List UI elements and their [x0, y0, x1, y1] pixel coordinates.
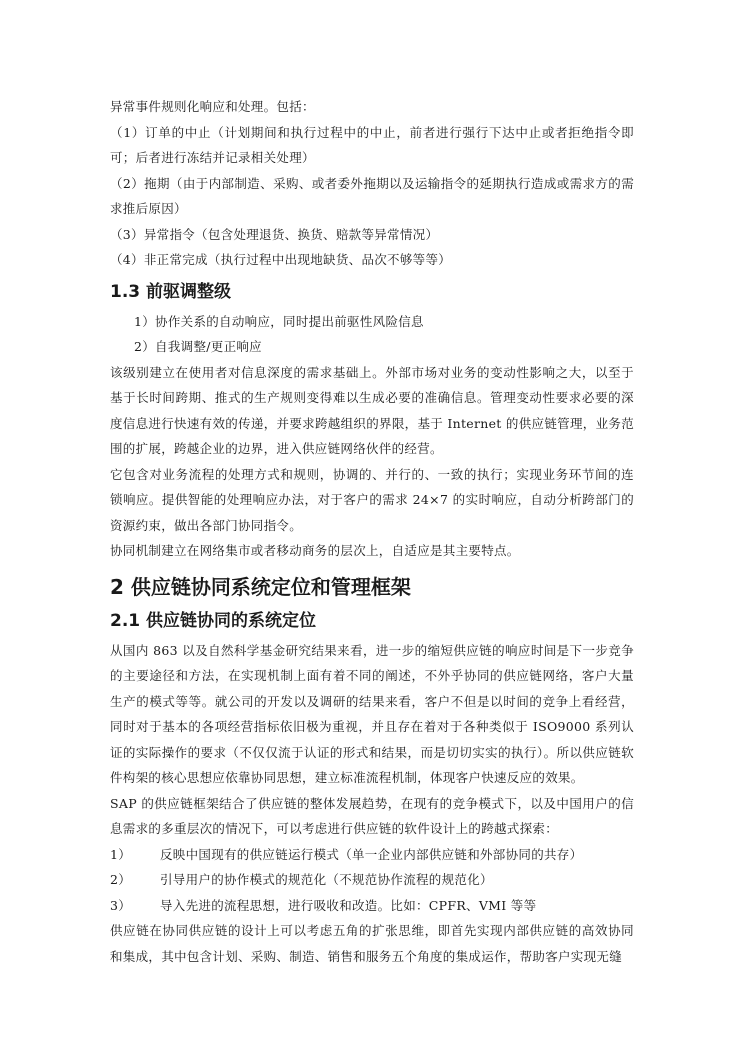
item-number: 2） [110, 872, 132, 887]
item-text: 导入先进的流程思想，进行吸收和改造。比如：CPFR、VMI 等等 [160, 897, 537, 913]
numbered-item [110, 893, 634, 919]
item-number: 3） [110, 897, 132, 913]
numbered-item [110, 867, 634, 893]
exception-item: （2）拖期（由于内部制造、采购、或者委外拖期以及运输指令的延期执行造成或需求方的需求推后原因） [110, 175, 634, 216]
chapter-heading-2: 2 供应链协同系统定位和管理框架 [110, 574, 411, 599]
item-text: 反映中国现有的供应链运行模式（单一企业内部供应链和外部协同的共存） [160, 846, 583, 862]
exception-item: （4）非正常完成（执行过程中出现地缺货、品次不够等等） [110, 252, 452, 267]
numbered-item [110, 842, 634, 868]
item-text: 引导用户的协作模式的规范化（不规范协作流程的规范化） [160, 872, 493, 887]
paragraph: 协同机制建立在网络集市或者移动商务的层次上，自适应是其主要特点。 [110, 543, 520, 558]
paragraph: 从国内 863 以及自然科学基金研究结果来看，进一步的缩短供应链的响应时间是下一步竞争的主要途径和方法，在实现机制上面有着不同的阐述，不外乎协同的供应链网络，客户大量生产的模式等等。就公司的开发以及调研的结果来看，客户不但是以时间的竞争上看经营，同时对于基本的各项经营指标依旧极为重视，并且存在着对于各种类似于 ISO9000 系列认证的实际操作的要求（不仅仅流于认证的形式和结果，而是切切实实的执行）。所以供应链软件构架的核心思想应依靠协同思想，建立标准流程机制，体现客户快速反应的效果。 [110, 642, 634, 785]
paragraph: SAP 的供应链框架结合了供应链的整体发展趋势，在现有的竞争模式下，以及中国用户的信息需求的多重层次的情况下，可以考虑进行供应链的软件设计上的跨越式探索： [110, 795, 634, 836]
section-heading-1-3: 1.3 前驱调整级 [110, 281, 232, 302]
list-item: 2）自我调整/更正响应 [134, 339, 262, 354]
intro-text: 异常事件规则化响应和处理。包括： [110, 99, 315, 114]
paragraph: 供应链在协同供应链的设计上可以考虑五角的扩张思维，即首先实现内部供应链的高效协同和集成，其中包含计划、采购、制造、销售和服务五个角度的集成运作，帮助客户实现无缝 [110, 923, 634, 964]
paragraph: 它包含对业务流程的处理方式和规则，协调的、并行的、一致的执行；实现业务环节间的连锁响应。提供智能的处理响应办法，对于客户的需求 24×7 的实时响应，自动分析跨部门的资源约束，做出各部门协同指令。 [110, 466, 634, 533]
exception-item: （1）订单的中止（计划期间和执行过程中的中止，前者进行强行下达中止或者拒绝指令即可；后者进行冻结并记录相关处理） [110, 124, 634, 165]
item-number: 1） [110, 846, 132, 862]
list-item: 1）协作关系的自动响应，同时提出前驱性风险信息 [134, 313, 424, 329]
paragraph: 该级别建立在使用者对信息深度的需求基础上。外部市场对业务的变动性影响之大，以至于基于长时间跨期、推式的生产规则变得难以生成必要的准确信息。管理变动性要求必要的深度信息进行快速有效的传递，并要求跨越组织的界限，基于 Internet 的供应链管理，业务范围的扩展，跨越企业的边界，进入供应链网络伙伴的经营。 [110, 364, 634, 456]
section-heading-2-1: 2.1 供应链协同的系统定位 [110, 610, 317, 631]
exception-item: （3）异常指令（包含处理退货、换货、赔款等异常情况） [110, 226, 439, 242]
